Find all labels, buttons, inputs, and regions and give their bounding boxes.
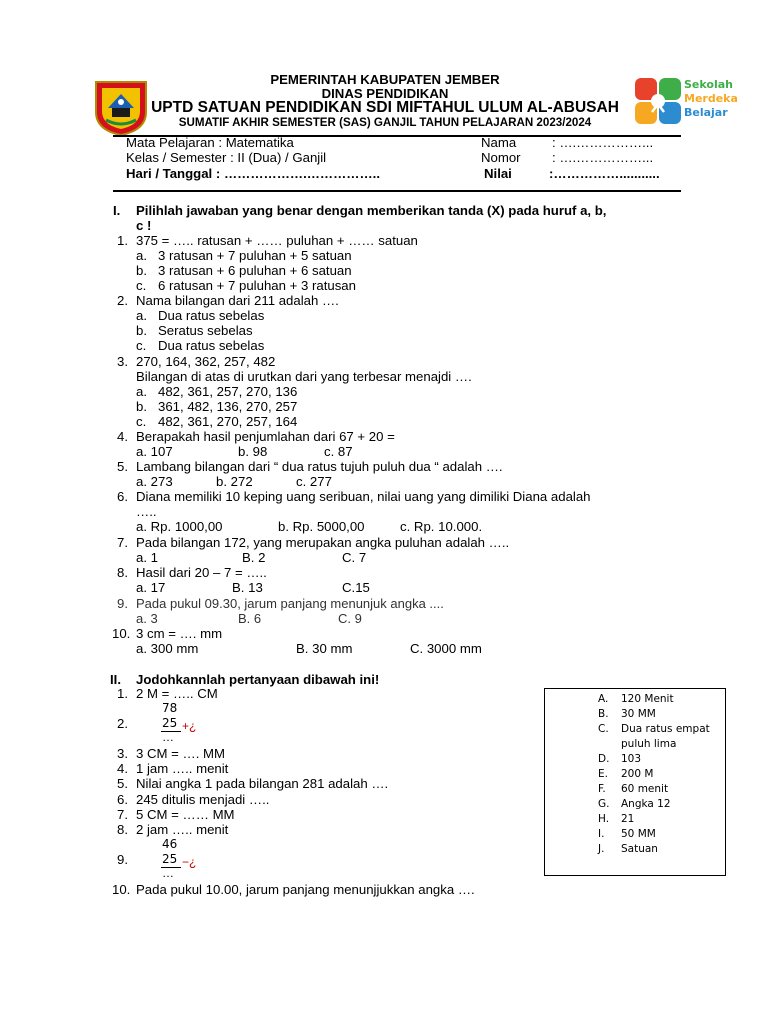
question-number: 4. [117,429,128,444]
question-4: Berapakah hasil penjumlahan dari 67 + 20 = [136,429,395,444]
matching-q2-top: 78 [162,701,178,715]
question-3: 270, 164, 362, 257, 482 [136,354,276,369]
question-6-option-a[interactable]: a. Rp. 1000,00 [136,519,223,534]
matching-question-10: Pada pukul 10.00, jarum panjang menunjjukkan angka …. [136,882,475,897]
answer-choice-b[interactable]: 30 MM [621,708,656,720]
header-school-name: UPTD SATUAN PENDIDIKAN SDI MIFTAHUL ULUM AL-ABUSAH [151,99,619,116]
matching-question-3: 3 CM = …. MM [136,746,226,761]
field-hari-tanggal: Hari / Tanggal : ……………….…………….. [126,166,380,181]
question-number: 10. [112,626,131,641]
question-5-option-c[interactable]: c. 277 [296,474,332,489]
answer-letter: D. [598,753,610,765]
header-line-government: PEMERINTAH KABUPATEN JEMBER [270,72,500,87]
field-mata-pelajaran: Mata Pelajaran : Matematika [126,135,294,150]
question-number: 9. [117,596,128,611]
option-letter: a. [136,384,147,399]
matching-number: 3. [117,746,128,761]
section2-title: Jodohkannlah pertanyaan dibawah ini! [136,672,380,687]
answer-letter: E. [598,768,608,780]
question-10: 3 cm = …. mm [136,626,223,641]
section1-title-cont: c ! [136,218,152,233]
answer-letter: J. [598,843,605,855]
question-3-prompt: Bilangan di atas di urutkan dari yang terbesar menajdi …. [136,369,472,384]
answer-letter: F. [598,783,606,795]
answer-choice-a[interactable]: 120 Menit [621,693,674,705]
matching-q2-operator: +¿ [182,719,197,733]
question-6-option-c[interactable]: c. Rp. 10.000. [400,519,483,534]
matching-q9-answer: … [162,866,174,880]
header-line-department: DINAS PENDIDIKAN [321,86,449,101]
question-3-option-b[interactable]: 361, 482, 136, 270, 257 [158,399,298,414]
option-letter: c. [136,278,147,293]
question-8-option-b[interactable]: B. 13 [232,580,263,595]
question-9-option-a[interactable]: a. 3 [136,611,158,626]
matching-question-6: 245 ditulis menjadi ….. [136,792,270,807]
matching-question-1: 2 M = ….. CM [136,686,218,701]
question-2: Nama bilangan dari 211 adalah …. [136,293,339,308]
matching-number: 8. [117,822,128,837]
option-letter: b. [136,263,147,278]
answer-choice-j[interactable]: Satuan [621,843,658,855]
question-2-option-b[interactable]: Seratus sebelas [158,323,253,338]
question-1-option-b[interactable]: 3 ratusan + 6 puluhan + 6 satuan [158,263,352,278]
question-5-option-a[interactable]: a. 273 [136,474,173,489]
option-letter: c. [136,338,147,353]
question-5-option-b[interactable]: b. 272 [216,474,253,489]
matching-q9-mid: 25 [162,852,178,866]
question-number: 6. [117,489,128,504]
question-4-option-a[interactable]: a. 107 [136,444,173,459]
answer-choices-box [544,688,726,876]
question-3-option-c[interactable]: 482, 361, 270, 257, 164 [158,414,298,429]
question-6-cont: ….. [136,504,157,519]
field-nomor-label: Nomor [481,150,521,165]
matching-number: 4. [117,761,128,776]
field-nama-value[interactable]: : ….……………... [552,135,654,150]
field-nilai-value[interactable]: :……………........... [549,166,660,181]
question-7: Pada bilangan 172, yang merupakan angka puluhan adalah ….. [136,535,510,550]
question-9-option-b[interactable]: B. 6 [238,611,262,626]
matching-number: 10. [112,882,131,897]
matching-question-5: Nilai angka 1 pada bilangan 281 adalah …. [136,776,389,791]
field-nilai-label: Nilai [484,166,512,181]
question-4-option-b[interactable]: b. 98 [238,444,268,459]
question-10-option-b[interactable]: B. 30 mm [296,641,353,656]
option-letter: b. [136,323,147,338]
matching-q9-top: 46 [162,837,178,851]
question-4-option-c[interactable]: c. 87 [324,444,353,459]
question-6: Diana memiliki 10 keping uang seribuan, nilai uang yang dimiliki Diana adalah [136,489,591,504]
matching-number: 7. [117,807,128,822]
option-letter: a. [136,308,147,323]
answer-choice-c-cont: puluh lima [621,738,677,750]
question-2-option-a[interactable]: Dua ratus sebelas [158,308,265,323]
merdeka-belajar-logo [633,76,683,130]
answer-choice-d[interactable]: 103 [621,753,642,765]
question-9: Pada pukul 09.30, jarum panjang menunjuk angka .... [136,596,444,611]
option-letter: b. [136,399,147,414]
answer-choice-h[interactable]: 21 [621,813,635,825]
answer-letter: G. [598,798,610,810]
question-number: 8. [117,565,128,580]
matching-q9-operator: −¿ [182,855,197,869]
matching-question-4: 1 jam ….. menit [136,761,229,776]
answer-letter: C. [598,723,609,735]
question-8-option-a[interactable]: a. 17 [136,580,166,595]
answer-choice-g[interactable]: Angka 12 [621,798,671,810]
header-exam-title: SUMATIF AKHIR SEMESTER (SAS) GANJIL TAHUN PELAJARAN 2023/2024 [178,116,592,129]
question-1-option-c[interactable]: 6 ratusan + 7 puluhan + 3 ratusan [158,278,356,293]
question-7-option-a[interactable]: a. 1 [136,550,158,565]
question-9-option-c[interactable]: C. 9 [338,611,362,626]
answer-letter: A. [598,693,609,705]
question-8: Hasil dari 20 – 7 = ….. [136,565,267,580]
question-10-option-c[interactable]: C. 3000 mm [410,641,482,656]
matching-number: 1. [117,686,128,701]
field-nomor-value[interactable]: : ….……………... [552,150,654,165]
question-10-option-a[interactable]: a. 300 mm [136,641,199,656]
section1-title: Pilihlah jawaban yang benar dengan memberikan tanda (X) pada huruf a, b, [136,203,607,218]
option-letter: c. [136,414,147,429]
section2-roman: II. [110,672,121,687]
matching-question-8: 2 jam ….. menit [136,822,229,837]
question-1: 375 = ….. ratusan + …… puluhan + …… satuan [136,233,418,248]
answer-choice-f[interactable]: 60 menit [621,783,669,795]
option-letter: a. [136,248,147,263]
answer-letter: B. [598,708,609,720]
question-8-option-c[interactable]: C.15 [342,580,370,595]
answer-choice-e[interactable]: 200 M [621,768,654,780]
field-kelas-semester: Kelas / Semester : II (Dua) / Ganjil [126,150,327,165]
answer-letter: I. [598,828,605,840]
matching-number: 5. [117,776,128,791]
matching-q2-answer: … [162,730,174,744]
matching-number: 6. [117,792,128,807]
question-2-option-c[interactable]: Dua ratus sebelas [158,338,265,353]
question-3-option-a[interactable]: 482, 361, 257, 270, 136 [158,384,298,399]
matching-number: 2. [117,716,128,731]
question-1-option-a[interactable]: 3 ratusan + 7 puluhan + 5 satuan [158,248,352,263]
matching-question-7: 5 CM = …… MM [136,807,235,822]
question-number: 1. [117,233,128,248]
question-number: 7. [117,535,128,550]
section1-roman: I. [113,203,121,218]
matching-q2-mid: 25 [162,716,178,730]
answer-letter: H. [598,813,610,825]
answer-choice-c[interactable]: Dua ratus empat [621,723,710,735]
answer-choice-i[interactable]: 50 MM [621,828,656,840]
field-nama-label: Nama [481,135,517,150]
question-number: 2. [117,293,128,308]
question-number: 5. [117,459,128,474]
matching-number: 9. [117,852,128,867]
info-divider [113,190,681,192]
question-7-option-c[interactable]: C. 7 [342,550,367,565]
question-number: 3. [117,354,128,369]
merdeka-logo-text: Sekolah Merdeka Belajar [684,78,738,119]
jember-emblem-logo [92,78,150,136]
question-6-option-b[interactable]: b. Rp. 5000,00 [278,519,365,534]
question-5: Lambang bilangan dari “ dua ratus tujuh puluh dua “ adalah …. [136,459,503,474]
question-7-option-b[interactable]: B. 2 [242,550,266,565]
